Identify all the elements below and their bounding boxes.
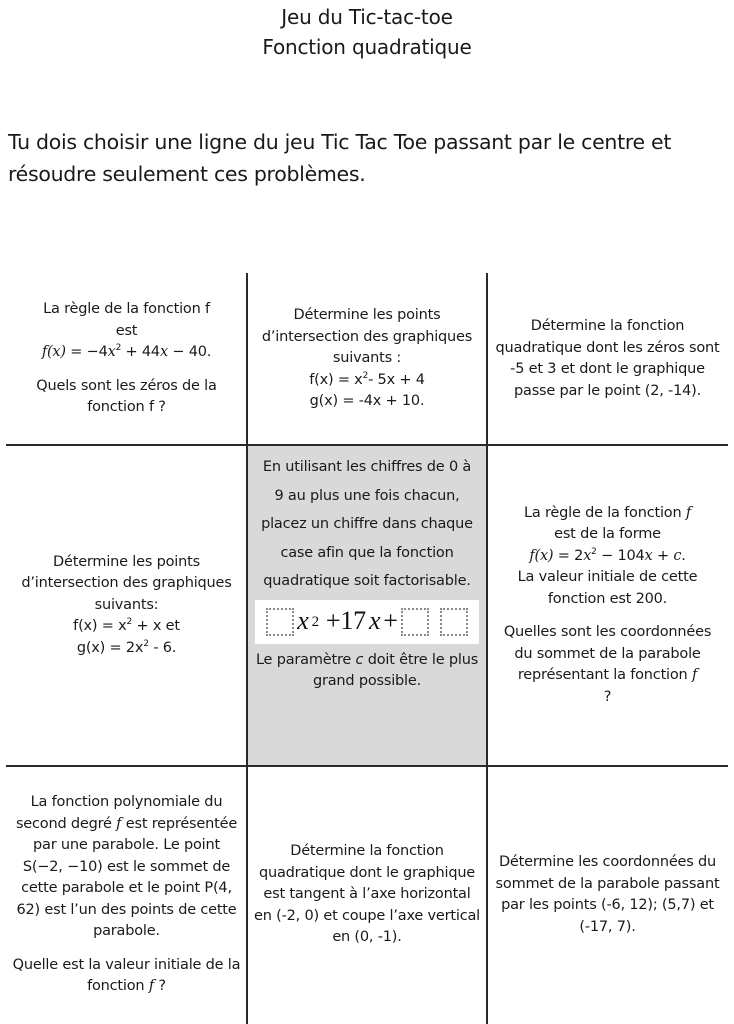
problem-intro-cont: est de la forme — [554, 526, 661, 543]
problem-text: En utilisant les chiffres de 0 à 9 au plus une fois chacun, placez un chiffre dans chaque case afin que la fonction quadratique soit factorisable. — [261, 459, 473, 589]
constraint-note: Le paramètre c doit être le plus grand possible. — [255, 651, 479, 689]
tic-tac-toe-grid — [6, 273, 728, 1024]
digit-box-c-tens[interactable] — [401, 608, 429, 636]
grid-divider-vertical — [486, 273, 488, 1024]
cell-bottom-center[interactable] — [247, 766, 487, 1024]
cell-bottom-right[interactable] — [487, 766, 728, 1024]
grid-divider-vertical — [246, 273, 248, 1024]
function-formula: $f(x) = -4x^2 + 44x - 40$. — [41, 343, 212, 361]
page-header — [0, 2, 734, 62]
problem-question: Quels sont les zéros de la fonction f ? — [36, 377, 217, 416]
grid-divider-horizontal — [6, 444, 728, 446]
cell-top-center[interactable] — [247, 273, 487, 445]
page-subtitle: Fonction quadratique — [262, 35, 472, 59]
instructions-text: Tu dois choisir une ligne du jeu Tic Tac Toe passant par le centre et résoudre seulement ces problèmes. — [8, 130, 672, 186]
problem-text: Détermine les coordonnées du sommet de la parabole passant par les points (-6, 12); (5,7) et (-17, 7). — [495, 854, 720, 935]
digit-box-a[interactable] — [266, 608, 294, 636]
problem-text: Détermine la fonction quadratique dont le graphique est tangent à l’axe horizontal en (-2, 0) et coupe l’axe vertical en (0, -1). — [254, 843, 480, 946]
problem-intro: Détermine les points d’intersection des graphiques suivants : — [261, 307, 473, 367]
problem-question: Quelle est la valeur initiale de la fonction f ? — [12, 956, 241, 995]
problem-text: Détermine la fonction quadratique dont les zéros sont -5 et 3 et dont le graphique passe par le point (2, -14). — [495, 318, 720, 399]
digit-box-c-units[interactable] — [440, 608, 468, 636]
problem-question: Quelles sont les coordonnées du sommet de la parabole représentant la fonction f ? — [503, 624, 712, 705]
grid-divider-horizontal — [6, 765, 728, 767]
cell-middle-right[interactable] — [487, 445, 728, 766]
function-formula: $f(x) = 2x^2 - 104x + c$. — [529, 546, 686, 564]
problem-intro: La règle de la fonction f — [43, 301, 210, 318]
function-f-formula: $f(x) = x^2 + x$ et — [73, 617, 180, 635]
problem-intro: Détermine les points d’intersection des graphiques suivants: — [21, 553, 232, 613]
page-title: Jeu du Tic-tac-toe — [281, 5, 453, 29]
function-f-formula: $f(x) = x^2-$ 5x + 4 — [309, 370, 425, 388]
initial-value-text: La valeur initiale de cette fonction est 200. — [517, 569, 698, 607]
cell-center[interactable] — [247, 445, 487, 766]
cell-top-right[interactable] — [487, 273, 728, 445]
function-g-formula: g(x) = -4x + 10. — [309, 393, 425, 410]
cell-middle-left[interactable] — [6, 445, 247, 766]
function-g-formula: $g(x) = 2x^2 - 6$. — [76, 638, 177, 656]
problem-intro-cont: est — [115, 322, 138, 339]
problem-intro: La règle de la fonction f — [523, 504, 692, 521]
cell-bottom-left[interactable] — [6, 766, 247, 1024]
factorisable-formula: x 2 +17 x + — [255, 600, 479, 644]
cell-top-left[interactable] — [6, 273, 247, 445]
problem-text: La fonction polynomiale du second degré f est représentée par une parabole. Le point S(−2, −10) est le sommet de cette parabole et le point P(4, 62) est l’un des points de cette parabole. — [15, 794, 238, 940]
